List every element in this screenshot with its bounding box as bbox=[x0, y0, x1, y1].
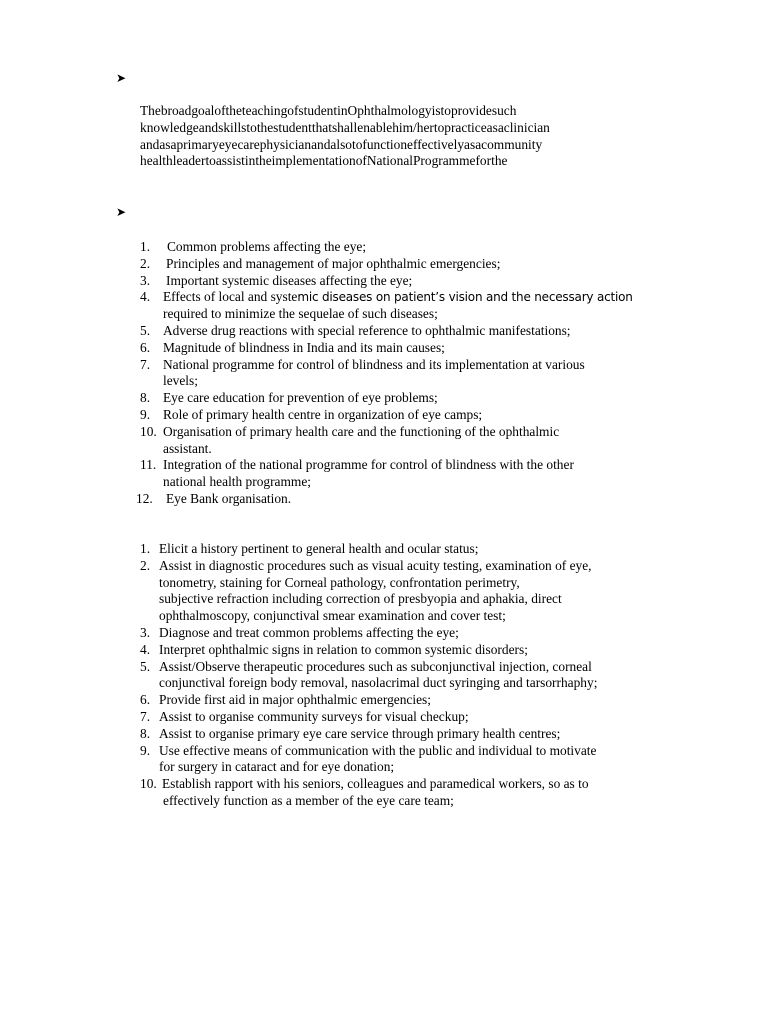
list-item-text: Establish rapport with his seniors, colleagues and paramedical workers, so as to bbox=[162, 776, 589, 792]
list-item bbox=[140, 541, 597, 558]
list-item-text: Elicit a history pertinent to general health and ocular status; bbox=[159, 541, 479, 556]
list-item-number: 4. bbox=[140, 289, 151, 305]
list-item bbox=[140, 357, 633, 391]
list-item-text: Magnitude of blindness in India and its main causes; bbox=[163, 339, 445, 355]
paragraph-line: ThebroadgoaloftheteachingofstudentinOphthalmologyistoprovidesuch bbox=[140, 103, 517, 118]
list-item-number: 5. bbox=[140, 322, 151, 338]
list-item bbox=[140, 625, 597, 642]
list-item-number: 1. bbox=[140, 541, 151, 556]
list-item-number: 3. bbox=[140, 272, 151, 288]
list-item-number: 11. bbox=[140, 457, 157, 473]
list-item bbox=[140, 424, 633, 458]
list-item-text: National programme for control of blindness and its implementation at various bbox=[163, 356, 585, 372]
list-item bbox=[140, 273, 633, 290]
list-item bbox=[140, 390, 633, 407]
list-item-number: 7. bbox=[140, 356, 151, 372]
list-item-text: Integration of the national programme for control of blindness with the other bbox=[163, 457, 574, 473]
list-item-text: Diagnose and treat common problems affecting the eye; bbox=[159, 624, 459, 640]
list-item-text: Interpret ophthalmic signs in relation to common systemic disorders; bbox=[159, 641, 528, 657]
list-item-text: Important systemic diseases affecting the eye; bbox=[166, 272, 413, 288]
list-item bbox=[140, 289, 633, 323]
list-item-number: 8. bbox=[140, 725, 151, 741]
list-item-text: levels; bbox=[163, 373, 198, 389]
list-item bbox=[140, 558, 597, 625]
list-item-number: 2. bbox=[140, 557, 151, 573]
list-item-number: 10. bbox=[140, 776, 157, 792]
paragraph-line: healthleadertoassistintheimplementationofNationalProgrammeforthe bbox=[140, 153, 508, 169]
list-item-text: effectively function as a member of the eye care team; bbox=[163, 792, 454, 808]
paragraph-line: knowledgeandskillstothestudentthatshallenablehim/hertopracticeasaclinician bbox=[140, 119, 550, 135]
list-item-text: Adverse drug reactions with special reference to ophthalmic manifestations; bbox=[163, 322, 571, 338]
list-item-text: Assist in diagnostic procedures such as visual acuity testing, examination of eye, bbox=[159, 557, 592, 573]
list-item bbox=[140, 642, 597, 659]
knowledge-list bbox=[136, 239, 633, 508]
list-item-number: 8. bbox=[140, 390, 151, 406]
list-item-text: Assist/Observe therapeutic procedures such as subconjunctival injection, corneal bbox=[159, 658, 592, 674]
list-item-text: Principles and management of major ophthalmic emergencies; bbox=[166, 255, 501, 271]
list-item-number: 3. bbox=[140, 624, 151, 640]
list-item-number: 6. bbox=[140, 692, 151, 708]
list-item-number: 6. bbox=[140, 339, 151, 355]
list-item bbox=[140, 709, 597, 726]
list-item bbox=[140, 692, 597, 709]
list-item-text: conjunctival foreign body removal, nasolacrimal duct syringing and tarsorrhaphy; bbox=[159, 675, 598, 691]
list-item bbox=[140, 743, 597, 777]
list-item-number: 2. bbox=[140, 255, 151, 271]
paragraph-line: andasaprimaryeyecarephysicianandalsotofunctioneffectivelyasacommunity bbox=[140, 136, 543, 152]
goals-paragraph bbox=[140, 103, 675, 170]
list-item bbox=[140, 457, 633, 491]
list-item bbox=[140, 776, 597, 810]
list-item bbox=[140, 323, 633, 340]
list-item-number: 12. bbox=[136, 490, 153, 506]
list-item-number: 5. bbox=[140, 658, 151, 674]
arrow-bullet-icon: ➤ bbox=[116, 71, 127, 85]
list-item-text: Organisation of primary health care and the functioning of the ophthalmic bbox=[163, 423, 560, 439]
list-item-text: subjective refraction including correction of presbyopia and aphakia, direct bbox=[159, 591, 562, 607]
list-item bbox=[140, 407, 633, 424]
list-item-text: Provide first aid in major ophthalmic emergencies; bbox=[159, 692, 431, 708]
list-item-text: national health programme; bbox=[163, 474, 311, 490]
list-item-text: Role of primary health centre in organization of eye camps; bbox=[163, 406, 483, 422]
list-item-number: 9. bbox=[140, 742, 151, 758]
list-item-text: assistant. bbox=[163, 440, 212, 456]
list-item-text: tonometry, staining for Corneal pathology, confrontation perimetry, bbox=[159, 574, 520, 590]
list-item-text: Eye care education for prevention of eye problems; bbox=[163, 390, 438, 406]
list-item bbox=[140, 659, 597, 693]
arrow-bullet-icon: ➤ bbox=[116, 205, 127, 219]
list-item bbox=[140, 239, 633, 256]
goals-heading bbox=[116, 70, 136, 87]
list-item-text: Effects of local and systemic diseases on patient’s vision and the necessary action bbox=[163, 289, 633, 305]
list-item-number: 10. bbox=[140, 423, 157, 439]
list-item-text: for surgery in cataract and for eye donation; bbox=[159, 759, 395, 775]
list-item-text: Assist to organise community surveys for visual checkup; bbox=[159, 708, 469, 724]
list-item-text: required to minimize the sequelae of such diseases; bbox=[163, 306, 438, 322]
list-item-text: Assist to organise primary eye care service through primary health centres; bbox=[159, 725, 561, 741]
list-item bbox=[140, 256, 633, 273]
list-item-number: 7. bbox=[140, 708, 151, 724]
list-item-number: 1. bbox=[140, 239, 151, 254]
list-item bbox=[140, 340, 633, 357]
skills-list bbox=[140, 541, 597, 810]
list-item-number: 9. bbox=[140, 406, 151, 422]
list-item-number: 4. bbox=[140, 641, 151, 657]
list-item bbox=[136, 490, 633, 508]
objectives-heading bbox=[116, 204, 136, 221]
list-item-text: Use effective means of communication with the public and individual to motivate bbox=[159, 742, 597, 758]
list-item-text: Eye Bank organisation. bbox=[166, 490, 292, 506]
list-item-text: Common problems affecting the eye; bbox=[167, 239, 367, 254]
list-item bbox=[140, 726, 597, 743]
list-item-text: ophthalmoscopy, conjunctival smear examination and cover test; bbox=[159, 608, 506, 624]
